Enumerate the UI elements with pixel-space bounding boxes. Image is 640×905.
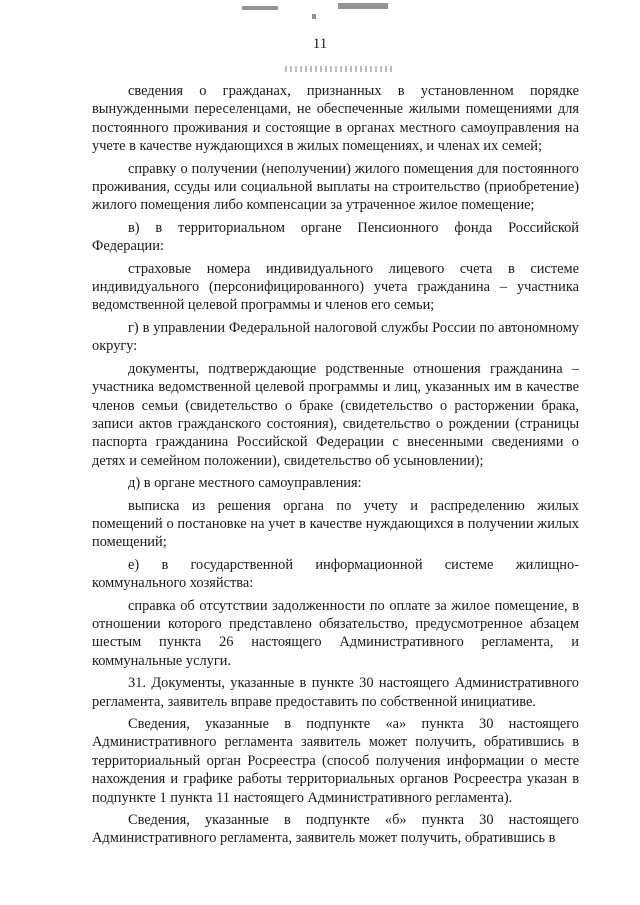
paragraph: 31. Документы, указанные в пункте 30 настоящего Административного регламента, заявитель вправе предоставить по собственной инициативе. (92, 675, 579, 710)
paragraph: г) в управлении Федеральной налоговой службы России по автономному округу: (92, 319, 579, 355)
page-number: 11 (312, 36, 328, 52)
paragraph: д) в органе местного самоуправления: (128, 475, 362, 492)
paragraph: выписка из решения органа по учету и распределению жилых помещений о постановке на учет в качестве нуждающихся в получении жилых помещений; (92, 497, 579, 551)
paragraph: е) в государственной информационной системе жилищно-коммунального хозяйства: (92, 556, 579, 592)
paragraph: в) в территориальном органе Пенсионного фонда Российской Федерации: (92, 219, 579, 255)
paragraph: Сведения, указанные в подпункте «б» пункта 30 настоящего Административного регламента, заявитель может получить, обратившись в (92, 812, 579, 847)
paragraph: страховые номера индивидуального лицевого счета в системе индивидуального (персонифицированного) учета гражданина – участника ведомственной целевой программы и членов его семьи; (92, 260, 579, 314)
paragraph: справка об отсутствии задолженности по оплате за жилое помещение, в отношении которого представлено обязательство, предусмотренное абзацем шестым пункта 26 настоящего Административного регламента, и коммунальные услуги. (92, 597, 579, 669)
scan-artifact (220, 0, 410, 20)
paragraph: справку о получении (неполучении) жилого помещения для постоянного проживания, ссуды или социальной выплаты на строительство (приобретение) жилого помещения либо компенсации за утраченное жилое помещение; (92, 160, 579, 214)
paragraph: документы, подтверждающие родственные отношения гражданина – участника ведомственной целевой программы и лиц, указанных им в качестве членов семьи (свидетельство о браке (свидетельство о расторжении брака, записи актов гражданского состояния), свидетельство о рождении (страницы паспорта гражданина Российской Федерации с внесенными сведениями о детях и семейном положении), свидетельство об усыновлении); (92, 360, 579, 469)
scan-artifact-line (285, 66, 395, 72)
paragraph: Сведения, указанные в подпункте «а» пункта 30 настоящего Административного регламента заявитель может получить, обратившись в территориальный орган Росреестра (способ получения информации о месте нахождения и графике работы территориальных органов Росреестра указан в подпункте 1 пункта 11 настоящего Административного регламента). (92, 716, 579, 806)
document-body (92, 82, 579, 852)
paragraph: сведения о гражданах, признанных в установленном порядке вынужденными переселенцами, не обеспеченные жилыми помещениями для постоянного проживания и состоящие в органах местного самоуправления на учете в качестве нуждающихся в жилых помещениях, и членах их семей; (92, 83, 579, 155)
